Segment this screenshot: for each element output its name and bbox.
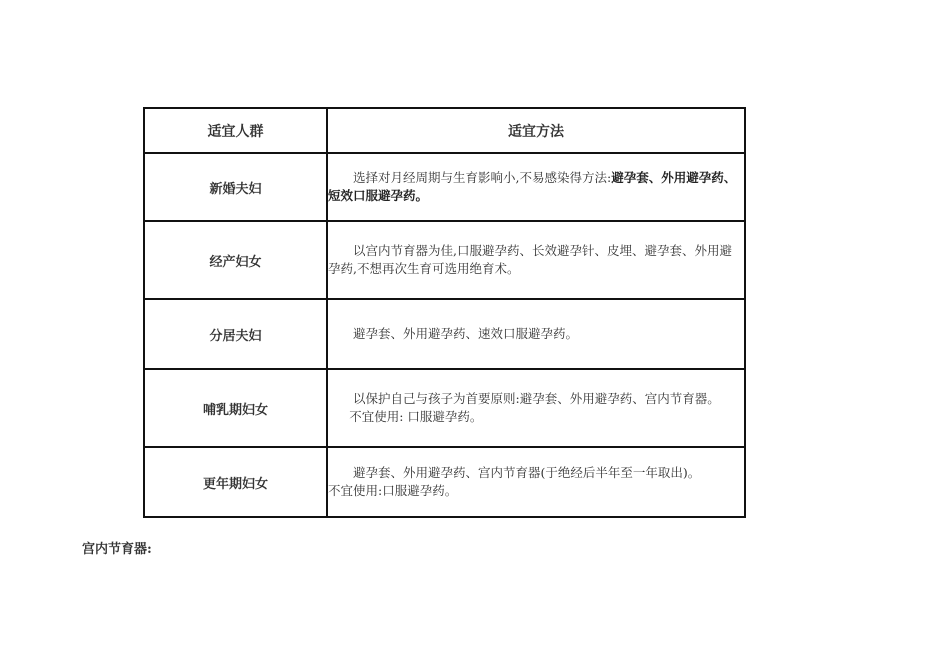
group-cell: 更年期妇女 <box>144 447 327 517</box>
method-text-plain: 选择对月经周期与生育影响小,不易感染得方法: <box>353 170 612 185</box>
table-row <box>144 153 745 221</box>
method-cell <box>327 447 745 517</box>
header-suitable-method: 适宜方法 <box>327 108 745 153</box>
method-restriction: 不宜使用:口服避孕药。 <box>328 483 458 498</box>
method-cell <box>327 369 745 447</box>
method-restriction: 不宜使用: 口服避孕药。 <box>349 409 483 424</box>
method-text <box>328 169 744 205</box>
contraception-methods-table <box>143 107 746 518</box>
group-cell: 哺乳期妇女 <box>144 369 327 447</box>
method-cell <box>327 221 745 299</box>
method-text: 避孕套、外用避孕药、宫内节育器(于绝经后半年至一年取出)。 <box>353 465 701 480</box>
method-text: 以保护自己与孩子为首要原则:避孕套、外用避孕药、宫内节育器。 <box>353 391 720 406</box>
table-row <box>144 221 745 299</box>
table-row <box>144 299 745 369</box>
table-header-row <box>144 108 745 153</box>
method-cell <box>327 299 745 369</box>
table-row <box>144 369 745 447</box>
table-row <box>144 447 745 517</box>
method-text: 以宫内节育器为佳,口服避孕药、长效避孕针、皮埋、避孕套、外用避孕药,不想再次生育可选用绝育术。 <box>328 243 732 276</box>
method-cell <box>327 153 745 221</box>
method-text-bold: 避孕套、外用避孕药、短效口服避孕药。 <box>328 170 737 203</box>
group-cell: 经产妇女 <box>144 221 327 299</box>
header-suitable-group: 适宜人群 <box>144 108 327 153</box>
group-cell: 分居夫妇 <box>144 299 327 369</box>
group-cell: 新婚夫妇 <box>144 153 327 221</box>
method-text: 避孕套、外用避孕药、速效口服避孕药。 <box>353 326 579 341</box>
section-heading-iud: 宫内节育器: <box>82 542 152 557</box>
